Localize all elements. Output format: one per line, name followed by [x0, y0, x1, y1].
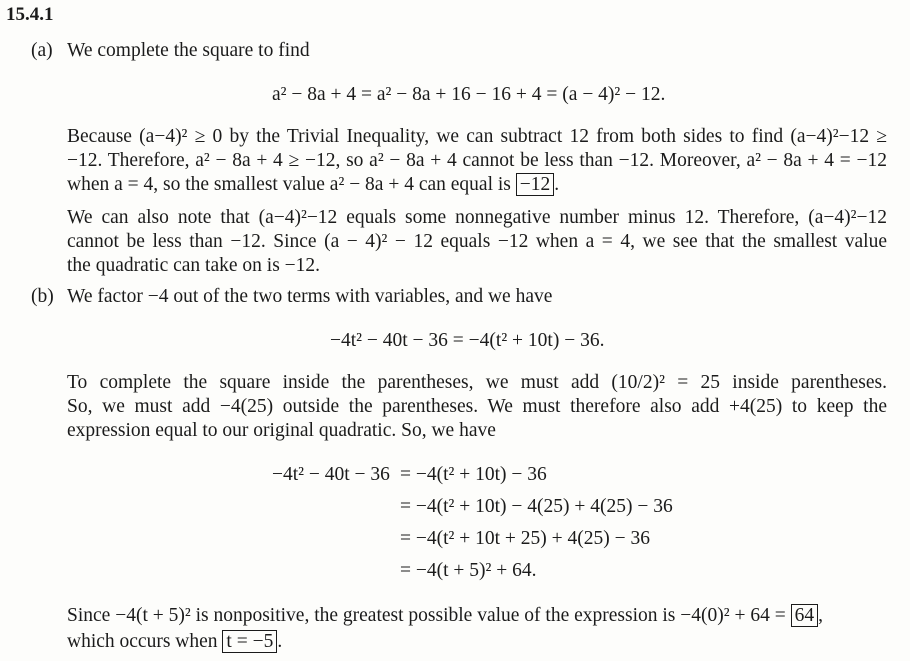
- part-b-para1-line3: expression equal to our original quadratic. So, we have: [67, 420, 496, 441]
- aligned-step-1: = −4(t² + 10t) − 36: [400, 464, 547, 485]
- part-a-para2-line1: We can also note that (a−4)²−12 equals some nonnegative number minus 12. Therefore, (a−4)²−12: [67, 207, 887, 228]
- answer-box-b-t: t = −5: [222, 630, 277, 653]
- part-b-equation: −4t² − 40t − 36 = −4(t² + 10t) − 36.: [330, 330, 605, 351]
- part-a-para1-line3: [67, 175, 559, 195]
- answer-box-b-max: 64: [791, 604, 819, 627]
- part-a-para2-line2: cannot be less than −12. Since (a − 4)² − 12 equals −12 when a = 4, we see that the smallest value: [67, 231, 887, 252]
- part-a-para2-line3: the quadratic can take on is −12.: [67, 255, 321, 276]
- aligned-step-3: = −4(t² + 10t + 25) + 4(25) − 36: [400, 528, 651, 549]
- part-a-equation: a² − 8a + 4 = a² − 8a + 16 − 16 + 4 = (a − 4)² − 12.: [272, 84, 666, 105]
- part-b-final-line2: [67, 632, 282, 652]
- part-b-para1-line2: So, we must add −4(25) outside the parentheses. We must therefore also add +4(25) to keep the: [67, 396, 887, 417]
- aligned-lhs: −4t² − 40t − 36: [272, 464, 390, 485]
- aligned-step-2: = −4(t² + 10t) − 4(25) + 4(25) − 36: [400, 496, 673, 517]
- part-b-comma: ,: [818, 605, 823, 626]
- part-b-label: (b): [31, 286, 54, 307]
- part-a-intro: We complete the square to find: [67, 40, 310, 61]
- section-number: 15.4.1: [6, 4, 54, 25]
- part-a-para1-line2: −12. Therefore, a² − 8a + 4 ≥ −12, so a² − 8a + 4 cannot be less than −12. Moreover, a² − 8a + 4 = −12: [67, 150, 887, 171]
- part-b-intro: We factor −4 out of the two terms with variables, and we have: [67, 286, 553, 307]
- part-a-para1-line1: Because (a−4)² ≥ 0 by the Trivial Inequality, we can subtract 12 from both sides to find (a−4)²−12 ≥: [67, 126, 887, 147]
- part-b-final-text: Since −4(t + 5)² is nonpositive, the greatest possible value of the expression is −4(0)² + 64 =: [67, 605, 786, 626]
- answer-box-a: −12: [516, 173, 555, 196]
- part-a-period: .: [554, 174, 560, 195]
- part-b-period: .: [277, 631, 283, 652]
- part-b-para1-line1: To complete the square inside the parentheses, we must add (10/2)² = 25 inside parentheses.: [67, 372, 887, 393]
- part-a-para1-line3-text: when a = 4, so the smallest value a² − 8a + 4 can equal is: [67, 174, 511, 195]
- part-a-label: (a): [31, 40, 53, 61]
- part-b-final-line1: [67, 606, 823, 626]
- part-b-final-text-2: which occurs when: [67, 631, 218, 652]
- aligned-step-4: = −4(t + 5)² + 64.: [400, 560, 537, 581]
